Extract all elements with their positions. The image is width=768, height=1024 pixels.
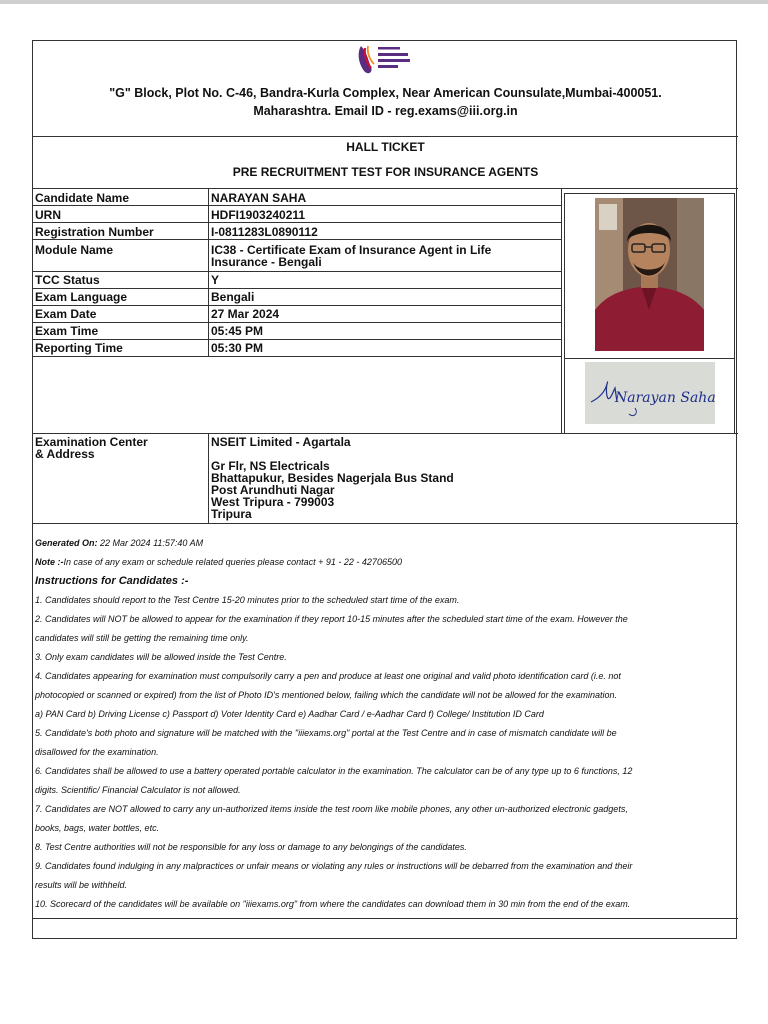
label-exam-time: Exam Time (35, 324, 99, 338)
value-exam-language: Bengali (211, 290, 255, 304)
label-exam-date: Exam Date (35, 307, 97, 321)
instruction-line: 2. Candidates will NOT be allowed to appear for the examination if they report 10-15 minutes after the scheduled start time of the exam. However the (35, 614, 628, 624)
instruction-line: a) PAN Card b) Driving License c) Passport d) Voter Identity Card e) Aadhar Card / e-Aadhar Card f) College/ Institution ID Card (35, 709, 544, 719)
instruction-line: 10. Scorecard of the candidates will be available on "iiiexams.org" from where the candidates can download them in 30 min from the end of the exam. (35, 899, 631, 909)
instruction-line: 5. Candidate's both photo and signature will be matched with the "iiiexams.org" portal at the Test Centre and in case of mismatch candidate will be (35, 728, 617, 738)
generated-on: Generated On: 22 Mar 2024 11:57:40 AM (35, 538, 204, 548)
value-exam-time: 05:45 PM (211, 324, 264, 338)
label-reporting-time: Reporting Time (35, 341, 123, 355)
candidate-photo (595, 198, 704, 351)
center-address-line: Tripura (211, 507, 252, 521)
instruction-line: candidates will still be getting the remaining time only. (35, 633, 249, 643)
instructions-title: Instructions for Candidates :- (35, 575, 189, 587)
value-reporting-time: 05:30 PM (211, 341, 264, 355)
center-address-line: Bhattapukur, Besides Nagerjala Bus Stand (211, 471, 454, 485)
value-tcc-status: Y (211, 273, 220, 287)
instruction-line: 8. Test Centre authorities will not be responsible for any loss or damage to any belongings of the candidates. (35, 842, 467, 852)
institute-logo (355, 42, 413, 78)
hall-ticket-sheet (32, 40, 737, 939)
instruction-line: 4. Candidates appearing for examination must compulsorily carry a pen and produce at least one original and valid photo identification card (i.e. not (35, 671, 621, 681)
instruction-line: digits. Scientific/ Financial Calculator is not allowed. (35, 785, 241, 795)
svg-text:Narayan Saha: Narayan Saha (615, 390, 715, 406)
label-exam-center: Examination Center (35, 435, 148, 449)
value-exam-date: 27 Mar 2024 (211, 307, 280, 321)
label-exam-language: Exam Language (35, 290, 128, 304)
instruction-line: 7. Candidates are NOT allowed to carry any un-authorized items inside the test room like mobile phones, any other un-authorized electronic gadgets, (35, 804, 628, 814)
instruction-line: 9. Candidates found indulging in any malpractices or unfair means or violating any rules or instructions will be debarred from the examination and their (35, 861, 633, 871)
exam-subtitle: PRE RECRUITMENT TEST FOR INSURANCE AGENTS (232, 165, 539, 179)
logo-emblem-icon (355, 42, 413, 78)
value-registration-number: I-0811283L0890112 (211, 225, 318, 239)
label-registration-number: Registration Number (35, 225, 154, 239)
value-module-name-line2: Insurance - Bengali (211, 255, 322, 269)
value-urn: HDFI1903240211 (211, 208, 306, 222)
label-urn: URN (35, 208, 61, 222)
center-address-line: West Tripura - 799003 (211, 495, 335, 509)
value-module-name: IC38 - Certificate Exam of Insurance Agent in Life (211, 243, 492, 257)
instructions-section (35, 534, 733, 914)
value-candidate-name: NARAYAN SAHA (211, 191, 307, 205)
instruction-line: disallowed for the examination. (35, 747, 159, 757)
center-address-line: Gr Flr, NS Electricals (211, 459, 330, 473)
instruction-line: results will be withheld. (35, 880, 128, 890)
contact-note: Note :-In case of any exam or schedule related queries please contact + 91 - 22 - 42706500 (35, 557, 402, 567)
label-address: & Address (35, 447, 95, 461)
center-address-line: Post Arundhuti Nagar (211, 483, 335, 497)
label-candidate-name: Candidate Name (35, 191, 130, 205)
hall-ticket-title: HALL TICKET (346, 140, 425, 154)
address-line-1: "G" Block, Plot No. C-46, Bandra-Kurla Complex, Near American Counsulate,Mumbai-400051. (109, 86, 662, 100)
value-center-name: NSEIT Limited - Agartala (211, 435, 351, 449)
instruction-line: 3. Only exam candidates will be allowed inside the Test Centre. (35, 652, 287, 662)
instruction-line: photocopied or scanned or expired) from the list of Photo ID's mentioned below, failing which the candidate will not be allowed for the examination. (35, 690, 618, 700)
top-strip (0, 0, 768, 4)
instruction-line: 1. Candidates should report to the Test Centre 15-20 minutes prior to the scheduled start time of the exam. (35, 595, 460, 605)
address-line-2: Maharashtra. Email ID - reg.exams@iii.org.in (253, 104, 518, 118)
candidate-signature (585, 362, 715, 424)
instruction-line: 6. Candidates shall be allowed to use a battery operated portable calculator in the examination. The calculator can be of any type up to 6 functions, 12 (35, 766, 633, 776)
instruction-line: books, bags, water bottles, etc. (35, 823, 160, 833)
label-module-name: Module Name (35, 243, 114, 257)
label-tcc-status: TCC Status (35, 273, 100, 287)
